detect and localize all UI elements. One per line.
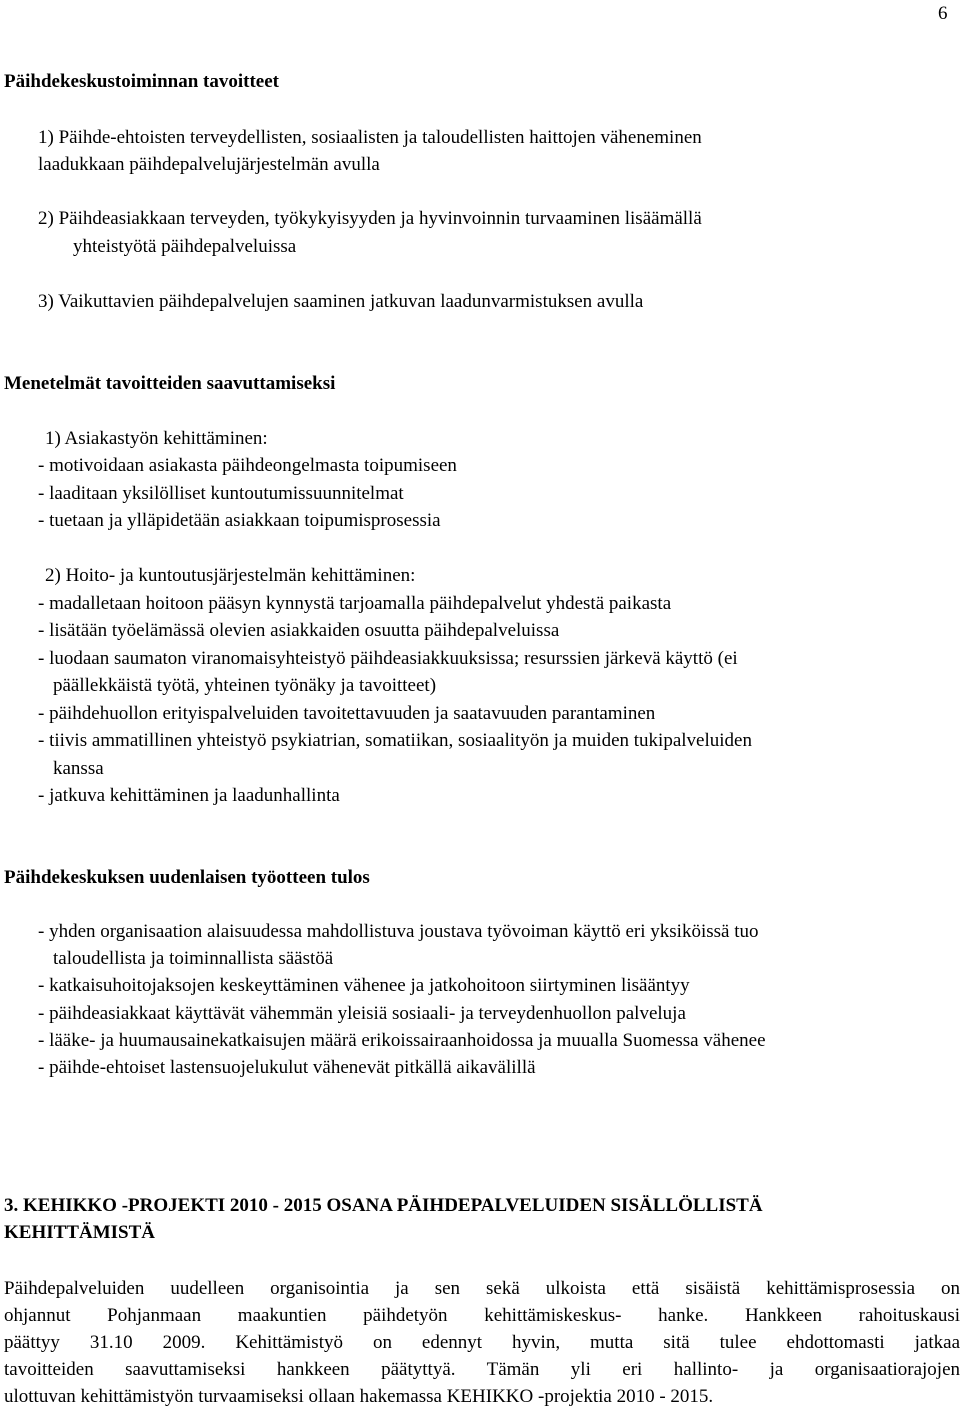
method-group-1-bullet: - motivoidaan asiakasta päihdeongelmasta toipumiseen [38,455,457,476]
result-bullet: - yhden organisaation alaisuudessa mahdollistuva joustava työvoiman käyttö eri yksiköissä tuo [38,921,759,942]
goal-item-2: 2) Päihdeasiakkaan terveyden, työkykyisyyden ja hyvinvoinnin turvaaminen lisäämällä [38,208,702,229]
method-group-2-bullet: - päihdehuollon erityispalveluiden tavoitettavuuden ja saatavuuden parantaminen [38,703,656,724]
result-bullet: - katkaisuhoitojaksojen keskeyttäminen vähenee ja jatkohoitoon siirtyminen lisääntyy [38,975,690,996]
section-heading-methods: Menetelmät tavoitteiden saavuttamiseksi [4,373,336,394]
goal-item-2-cont: yhteistyötä päihdepalveluissa [73,236,297,257]
method-group-2-bullet-cont: kanssa [53,758,104,779]
paragraph-line: ulottuvan kehittämistyön turvaamiseksi ollaan hakemassa KEHIKKO -projektia 2010 - 2015. [4,1386,714,1407]
method-group-1-title: 1) Asiakastyön kehittäminen: [45,428,268,449]
method-group-2-bullet: - jatkuva kehittäminen ja laadunhallinta [38,785,340,806]
chapter-heading-cont: KEHITTÄMISTÄ [4,1222,155,1243]
method-group-2-bullet: - tiivis ammatillinen yhteistyö psykiatrian, somatiikan, sosiaalityön ja muiden tukipalveluiden [38,730,752,751]
result-bullet: - päihdeasiakkaat käyttävät vähemmän yleisiä sosiaali- ja terveydenhuollon palveluja [38,1003,686,1024]
paragraph-line: Päihdepalveluiden uudelleen organisointia ja sen sekä ulkoista että sisäistä kehittämisprosessia on [4,1278,960,1299]
method-group-1-bullet: - laaditaan yksilölliset kuntoutumissuunnitelmat [38,483,404,504]
method-group-2-bullet: - madalletaan hoitoon pääsyn kynnystä tarjoamalla päihdepalvelut yhdestä paikasta [38,593,672,614]
section-heading-results: Päihdekeskuksen uudenlaisen työotteen tulos [4,867,370,888]
method-group-2-bullet-cont: päällekkäistä työtä, yhteinen työnäky ja tavoitteet) [53,675,437,696]
result-bullet: - päihde-ehtoiset lastensuojelukulut vähenevät pitkällä aikavälillä [38,1057,536,1078]
page-number: 6 [938,3,948,24]
method-group-2-title: 2) Hoito- ja kuntoutusjärjestelmän kehittäminen: [45,565,416,586]
chapter-heading: 3. KEHIKKO -PROJEKTI 2010 - 2015 OSANA PÄIHDEPALVELUIDEN SISÄLLÖLLISTÄ [4,1195,763,1216]
result-bullet-cont: taloudellista ja toiminnallista säästöä [53,948,334,969]
method-group-1-bullet: - tuetaan ja ylläpidetään asiakkaan toipumisprosessia [38,510,441,531]
goal-item-1: 1) Päihde-ehtoisten terveydellisten, sosiaalisten ja taloudellisten haittojen väheneminen [38,127,702,148]
paragraph-line: ohjannut Pohjanmaan maakuntien päihdetyön kehittämiskeskus- hanke. Hankkeen rahoituskausi [4,1305,960,1326]
section-heading-goals: Päihdekeskustoiminnan tavoitteet [4,71,279,92]
result-bullet: - lääke- ja huumausainekatkaisujen määrä erikoissairaanhoidossa ja muualla Suomessa vähenee [38,1030,766,1051]
paragraph-line: päättyy 31.10 2009. Kehittämistyö on edennyt hyvin, mutta sitä tulee ehdottomasti jatkaa [4,1332,960,1353]
paragraph-line: tavoitteiden saavuttamiseksi hankkeen päätyttyä. Tämän yli eri hallinto- ja organisaatiorajojen [4,1359,960,1380]
method-group-2-bullet: - lisätään työelämässä olevien asiakkaiden osuutta päihdepalveluissa [38,620,560,641]
goal-item-3: 3) Vaikuttavien päihdepalvelujen saaminen jatkuvan laadunvarmistuksen avulla [38,291,644,312]
method-group-2-bullet: - luodaan saumaton viranomaisyhteistyö päihdeasiakkuuksissa; resurssien järkevä käyttö (ei [38,648,738,669]
goal-item-1-cont: laadukkaan päihdepalvelujärjestelmän avulla [38,154,380,175]
